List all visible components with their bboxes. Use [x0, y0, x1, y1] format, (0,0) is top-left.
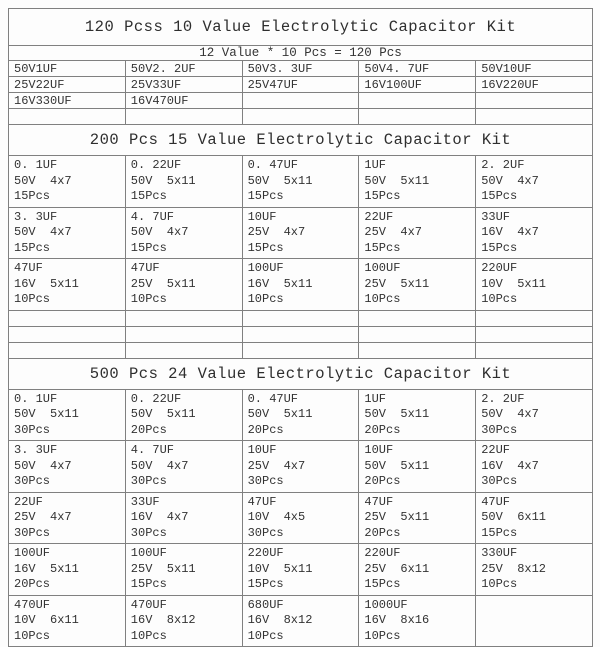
empty-cell — [125, 326, 242, 342]
cap-qty: 10Pcs — [364, 628, 401, 643]
capacitor-kit-sheet — [8, 8, 593, 647]
empty-cell — [242, 109, 359, 125]
cap-qty: 30Pcs — [247, 525, 284, 540]
kit200-cell — [476, 156, 593, 208]
cap-spec: 50V 5x11 — [130, 407, 196, 421]
kit120-cell: 50V1UF — [9, 61, 126, 77]
kit500-cell — [9, 544, 126, 596]
kit120-cell: 25V22UF — [9, 77, 126, 93]
cap-qty: 30Pcs — [481, 474, 518, 488]
cap-value: 0. 22UF — [130, 158, 182, 172]
kit500-cell — [125, 441, 242, 493]
cap-spec: 10V 6x11 — [14, 613, 79, 627]
cap-value: 470UF — [14, 597, 51, 612]
kit500-title: 500 Pcs 24 Value Electrolytic Capacitor Kit — [9, 358, 593, 389]
kit200-cell — [242, 156, 359, 208]
cap-qty: 15Pcs — [247, 189, 284, 203]
kit120-cell: 50V10UF — [476, 61, 593, 77]
cap-value: 0. 47UF — [247, 158, 299, 172]
cap-qty: 30Pcs — [481, 422, 518, 437]
cap-spec: 16V 4x7 — [130, 510, 189, 524]
cap-qty: 15Pcs — [130, 240, 167, 255]
kit200-cell — [476, 259, 593, 311]
kit120-header — [9, 9, 593, 61]
cap-value: 0. 22UF — [130, 391, 182, 406]
kit200-cell — [359, 207, 476, 259]
cap-value — [481, 598, 592, 614]
cap-qty: 30Pcs — [14, 525, 51, 540]
cap-spec: 50V 4x7 — [14, 173, 72, 188]
cap-spec: 16V 5x11 — [14, 276, 79, 291]
cap-value: 330UF — [481, 546, 518, 560]
kit120-cell: 16V470UF — [125, 93, 242, 109]
kit500-cell — [242, 441, 359, 493]
cap-qty: 10Pcs — [481, 292, 518, 306]
cap-qty: 15Pcs — [481, 525, 518, 540]
kit500-cell — [9, 441, 126, 493]
kit200-cell — [9, 259, 126, 311]
cap-value: 33UF — [130, 494, 160, 509]
cap-value: 100UF — [247, 261, 284, 275]
cap-value: 3. 3UF — [14, 209, 58, 224]
kit500-cell — [242, 492, 359, 544]
kit200-header — [9, 125, 593, 156]
cap-spec: 16V 8x16 — [364, 613, 430, 627]
cap-qty: 30Pcs — [130, 474, 167, 488]
cap-spec: 50V 5x11 — [247, 173, 313, 188]
cap-value: 2. 2UF — [481, 158, 525, 172]
kit120-cell — [476, 93, 593, 109]
cap-spec: 16V 4x7 — [481, 458, 539, 473]
cap-value: 4. 7UF — [130, 443, 175, 457]
cap-spec: 25V 8x12 — [481, 561, 546, 576]
cap-spec: 25V 6x11 — [364, 561, 430, 576]
kit200-cell — [9, 207, 126, 259]
cap-value: 47UF — [481, 494, 510, 509]
cap-spec: 50V 5x11 — [364, 173, 430, 188]
cap-qty: 15Pcs — [247, 240, 284, 255]
cap-value: 220UF — [364, 546, 401, 560]
cap-value: 0. 1UF — [14, 158, 58, 172]
kit200-cell — [242, 207, 359, 259]
kit500-cell — [9, 389, 126, 441]
kit120-cell: 50V3. 3UF — [242, 61, 359, 77]
cap-qty: 15Pcs — [130, 577, 167, 591]
cap-qty: 15Pcs — [364, 240, 401, 255]
cap-value: 100UF — [364, 261, 401, 275]
cap-spec: 16V 8x12 — [247, 613, 313, 627]
cap-value: 1UF — [364, 158, 386, 172]
empty-cell — [476, 342, 593, 358]
cap-value: 3. 3UF — [14, 443, 58, 457]
empty-cell — [9, 326, 126, 342]
empty-cell — [125, 310, 242, 326]
cap-spec: 10V 4x5 — [247, 510, 306, 524]
kit200-cell — [125, 259, 242, 311]
kit200-title: 200 Pcs 15 Value Electrolytic Capacitor Kit — [9, 125, 593, 156]
spacer-after-kit120 — [9, 109, 593, 125]
cap-qty: 15Pcs — [481, 189, 518, 203]
cap-spec: 25V 5x11 — [130, 561, 196, 576]
cap-spec: 50V 4x7 — [481, 407, 539, 421]
cap-qty: 15Pcs — [364, 189, 401, 203]
kit500-cell — [359, 544, 476, 596]
cap-value: 0. 1UF — [14, 391, 58, 406]
cap-spec: 50V 5x11 — [14, 407, 79, 421]
kit120-title: 120 Pcss 10 Value Electrolytic Capacitor Kit — [9, 9, 593, 46]
cap-qty — [481, 629, 592, 645]
kit200-cell — [9, 156, 126, 208]
cap-value: 220UF — [481, 261, 518, 275]
cap-value: 1UF — [364, 391, 386, 406]
cap-spec: 10V 5x11 — [481, 276, 546, 291]
kit500-cell — [359, 441, 476, 493]
cap-spec: 50V 5x11 — [247, 407, 313, 421]
cap-spec: 16V 5x11 — [14, 561, 79, 576]
cap-value: 470UF — [130, 597, 167, 612]
cap-spec: 50V 4x7 — [130, 458, 189, 473]
empty-cell — [9, 310, 126, 326]
cap-spec: 25V 5x11 — [364, 276, 430, 291]
cap-value: 680UF — [247, 597, 284, 612]
cap-qty: 10Pcs — [247, 628, 284, 643]
kit500-cell — [9, 492, 126, 544]
cap-qty: 20Pcs — [364, 474, 401, 488]
cap-qty: 10Pcs — [130, 628, 167, 643]
kit500-cell — [125, 544, 242, 596]
cap-qty: 15Pcs — [364, 577, 401, 591]
kit500-cell — [242, 389, 359, 441]
cap-spec: 16V 5x11 — [247, 276, 313, 291]
cap-qty: 10Pcs — [130, 292, 167, 306]
cap-qty: 20Pcs — [364, 525, 401, 540]
kit-sheet-table — [8, 8, 593, 647]
kit500-cell — [125, 492, 242, 544]
cap-value: 2. 2UF — [481, 391, 525, 406]
kit500-grid — [9, 389, 593, 647]
cap-value: 47UF — [364, 494, 394, 509]
kit500-cell — [476, 492, 593, 544]
kit120-cell: 16V330UF — [9, 93, 126, 109]
cap-spec: 10V 5x11 — [247, 561, 313, 576]
cap-spec — [481, 613, 592, 629]
cap-qty: 15Pcs — [130, 189, 167, 203]
cap-value: 220UF — [247, 546, 284, 560]
cap-qty: 30Pcs — [14, 422, 51, 437]
cap-qty: 20Pcs — [130, 422, 167, 437]
empty-cell — [359, 326, 476, 342]
empty-cell — [242, 310, 359, 326]
cap-spec: 50V 5x11 — [364, 407, 430, 421]
empty-cell — [476, 109, 593, 125]
kit500-cell — [476, 544, 593, 596]
cap-qty: 30Pcs — [14, 474, 51, 488]
cap-spec: 50V 5x11 — [130, 173, 196, 188]
cap-value: 10UF — [247, 443, 277, 457]
kit500-cell — [242, 544, 359, 596]
kit500-cell — [125, 389, 242, 441]
cap-spec: 50V 4x7 — [14, 225, 72, 239]
empty-cell — [359, 109, 476, 125]
cap-value: 100UF — [14, 546, 51, 560]
cap-spec: 25V 4x7 — [364, 225, 422, 239]
cap-qty: 15Pcs — [481, 240, 518, 255]
cap-value: 100UF — [130, 546, 167, 560]
kit120-subtitle: 12 Value * 10 Pcs = 120 Pcs — [9, 46, 593, 61]
kit120-cell: 25V47UF — [242, 77, 359, 93]
cap-value: 47UF — [247, 494, 277, 509]
spacer-after-kit200 — [9, 310, 593, 358]
cap-qty: 20Pcs — [247, 422, 284, 437]
cap-value: 1000UF — [364, 597, 408, 612]
kit200-grid — [9, 156, 593, 311]
kit500-cell — [359, 389, 476, 441]
empty-cell — [9, 342, 126, 358]
cap-spec: 25V 4x7 — [247, 225, 306, 239]
empty-cell — [359, 342, 476, 358]
empty-cell — [242, 342, 359, 358]
cap-qty: 20Pcs — [364, 422, 401, 437]
cap-qty: 20Pcs — [14, 577, 51, 591]
kit120-cell — [242, 93, 359, 109]
cap-spec: 25V 5x11 — [130, 276, 196, 291]
kit200-cell — [242, 259, 359, 311]
cap-value: 47UF — [14, 261, 43, 275]
cap-qty: 10Pcs — [364, 292, 401, 306]
cap-spec: 50V 6x11 — [481, 510, 546, 524]
cap-qty: 30Pcs — [247, 474, 284, 488]
kit120-cell: 25V33UF — [125, 77, 242, 93]
empty-cell — [242, 326, 359, 342]
empty-cell — [125, 342, 242, 358]
cap-spec: 25V 4x7 — [14, 510, 72, 524]
cap-qty: 10Pcs — [14, 628, 51, 643]
kit200-cell — [359, 259, 476, 311]
cap-qty: 10Pcs — [247, 292, 284, 306]
cap-spec: 50V 5x11 — [364, 458, 430, 473]
kit200-cell — [359, 156, 476, 208]
kit120-cell — [359, 93, 476, 109]
kit120-cell: 16V100UF — [359, 77, 476, 93]
kit120-grid — [9, 61, 593, 109]
empty-cell — [125, 109, 242, 125]
cap-value: 10UF — [364, 443, 394, 457]
kit500-cell — [476, 441, 593, 493]
cap-spec: 25V 5x11 — [364, 510, 430, 524]
cap-spec: 25V 4x7 — [247, 458, 306, 473]
cap-spec: 50V 4x7 — [14, 458, 72, 473]
cap-value: 0. 47UF — [247, 391, 299, 406]
cap-spec: 16V 8x12 — [130, 613, 196, 627]
kit120-cell: 16V220UF — [476, 77, 593, 93]
kit500-cell — [359, 492, 476, 544]
empty-cell — [476, 310, 593, 326]
cap-value: 22UF — [364, 209, 394, 224]
empty-cell — [9, 109, 126, 125]
cap-spec: 16V 4x7 — [481, 225, 539, 239]
empty-cell — [476, 326, 593, 342]
cap-qty: 15Pcs — [247, 577, 284, 591]
cap-value: 10UF — [247, 209, 277, 224]
cap-value: 22UF — [481, 443, 510, 457]
cap-value: 47UF — [130, 261, 160, 275]
cap-qty: 10Pcs — [481, 577, 518, 591]
kit200-cell — [476, 207, 593, 259]
cap-value: 33UF — [481, 209, 510, 224]
kit120-cell: 50V2. 2UF — [125, 61, 242, 77]
cap-qty: 15Pcs — [14, 240, 51, 255]
cap-qty: 15Pcs — [14, 189, 51, 203]
kit500-cell — [476, 389, 593, 441]
cap-qty: 10Pcs — [14, 292, 51, 306]
cap-value: 4. 7UF — [130, 209, 175, 224]
cap-qty: 30Pcs — [130, 525, 167, 540]
cap-value: 22UF — [14, 494, 43, 509]
cap-spec: 50V 4x7 — [481, 173, 539, 188]
cap-spec: 50V 4x7 — [130, 225, 189, 239]
kit200-cell — [125, 156, 242, 208]
kit500-header — [9, 358, 593, 389]
empty-cell — [359, 310, 476, 326]
kit200-cell — [125, 207, 242, 259]
kit120-cell: 50V4. 7UF — [359, 61, 476, 77]
